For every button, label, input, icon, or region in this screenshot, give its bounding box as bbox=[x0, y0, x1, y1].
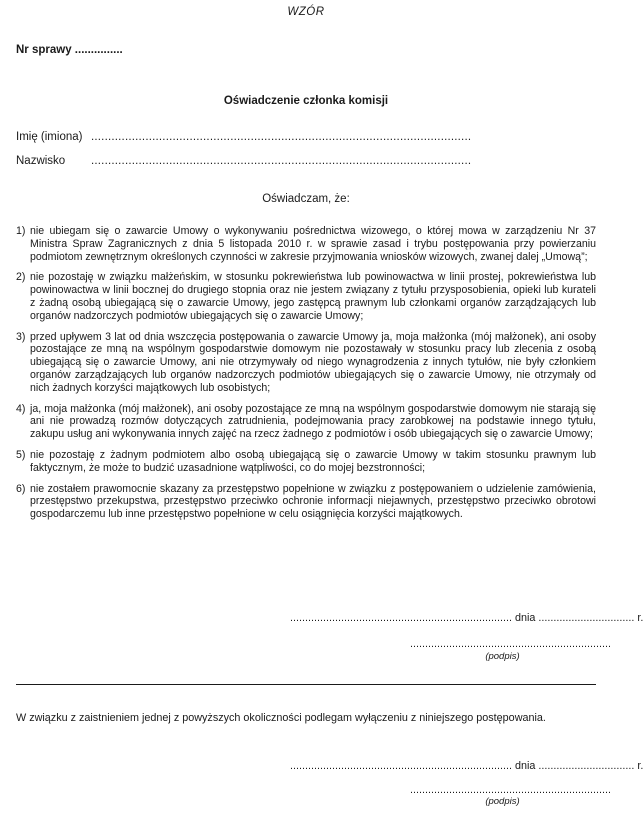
signature-caption-2: (podpis) bbox=[485, 796, 520, 807]
item-number: 5) bbox=[16, 448, 26, 461]
section-divider bbox=[16, 684, 596, 685]
item-text: nie zostałem prawomocnie skazany za przestępstwo popełnione w związku z postępowaniem o udzielenie zamówienia, przestępstwo przekupstwa, przestępstwo przeciwko ochronie informacji niejawnych, przestępstwo przeciwko obrotowi gospodarczemu lub inne przestępstwo popełnione w celu osiągnięcia korzyści majątkowych. bbox=[30, 482, 596, 521]
declaration-list bbox=[16, 225, 596, 529]
item-text: przed upływem 3 lat od dnia wszczęcia postępowania o zawarcie Umowy ja, moja małżonka (mój małżonek), ani osoby pozostające ze mną na wspólnym gospodarstwie domowym nie pozostawały w stosunku pracy lub zlecenia z osobą ubiegającą się o zawarcie Umowy, ani nie otrzymywały od niego wynagrodzenia z innych tytułów, nie były członkiem organów zarządzających lub organów nadzorczych podmiotów ubiegających się o zawarcie Umowy, nie otrzymały od nich żadnych korzyści majątkowych lub osobistych; bbox=[30, 330, 596, 394]
signature-field-2[interactable]: ................................................................... bbox=[410, 784, 611, 796]
declaration-item bbox=[16, 331, 596, 395]
item-number: 2) bbox=[16, 271, 26, 284]
item-number: 1) bbox=[16, 225, 26, 237]
item-text: ja, moja małżonka (mój małżonek), ani osoby pozostające ze mną na wspólnym gospodarstwie domowym nie starają się ani nie prowadzą rozmów dotyczących zatrudnienia, podejmowania pracy zarobkowej na podstawie innego tytułu, zakupu usług ani wykonywania innych zajęć na rzecz żadnego z podmiotów i osób ubiegających się o zawarcie Umowy; bbox=[30, 402, 596, 441]
item-number: 4) bbox=[16, 402, 26, 415]
declaration-item bbox=[16, 225, 596, 263]
item-text: nie pozostaję z żadnym podmiotem albo osobą ubiegającą się o zawarcie Umowy w takim stosunku prawnym lub faktycznym, że może to budzić uzasadnione wątpliwości, co do mojej bezstronności; bbox=[30, 448, 596, 474]
first-name-field[interactable]: ................................................................................................................ bbox=[91, 131, 472, 143]
declaration-item bbox=[16, 449, 596, 475]
place-date-field-2[interactable]: .......................................................................... dnia ................................ r. bbox=[290, 760, 643, 772]
declaration-item bbox=[16, 271, 596, 322]
exclusion-statement: W związku z zaistnieniem jednej z powyższych okoliczności podlegam wyłączeniu z niniejszego postępowania. bbox=[16, 712, 546, 724]
signature-field[interactable]: ................................................................... bbox=[410, 638, 611, 650]
first-name-label: Imię (imiona) bbox=[16, 131, 83, 143]
surname-field[interactable]: ................................................................................................................ bbox=[91, 155, 472, 167]
declaration-item bbox=[16, 483, 596, 521]
declaration-intro: Oświadczam, że: bbox=[262, 193, 350, 205]
place-date-field[interactable]: .......................................................................... dnia ................................ r. bbox=[290, 612, 643, 624]
template-label: WZÓR bbox=[287, 6, 325, 18]
item-text: nie ubiegam się o zawarcie Umowy o wykonywaniu pośrednictwa wizowego, o której mowa w zarządzeniu Nr 37 Ministra Spraw Zagranicznych z dnia 5 listopada 2010 r. w sprawie zasad i trybu postępowania przy powierzaniu podmiotom zewnętrznym określonych czynności w zakresie przyjmowania wniosków wizowych, zwanej dalej „Umową”; bbox=[30, 225, 596, 263]
surname-label: Nazwisko bbox=[16, 155, 66, 167]
signature-caption: (podpis) bbox=[485, 651, 520, 662]
document-title: Oświadczenie członka komisji bbox=[223, 95, 389, 107]
item-number: 6) bbox=[16, 482, 26, 495]
item-number: 3) bbox=[16, 330, 26, 343]
case-number-field[interactable]: Nr sprawy ............... bbox=[16, 44, 123, 56]
item-text: nie pozostaję w związku małżeńskim, w stosunku pokrewieństwa lub powinowactwa w linii prostej, pokrewieństwa lub powinowactwa w linii bocznej do drugiego stopnia oraz nie jestem związany z tytułu przysposobienia, opieki lub kurateli z żadną osobą ubiegającą się o zawarcie Umowy, jego zastępcą prawnym lub członkami organów zarządzających lub organów nadzorczych podmiotów ubiegających się o zawarcie Umowy; bbox=[30, 271, 596, 322]
declaration-item bbox=[16, 403, 596, 441]
